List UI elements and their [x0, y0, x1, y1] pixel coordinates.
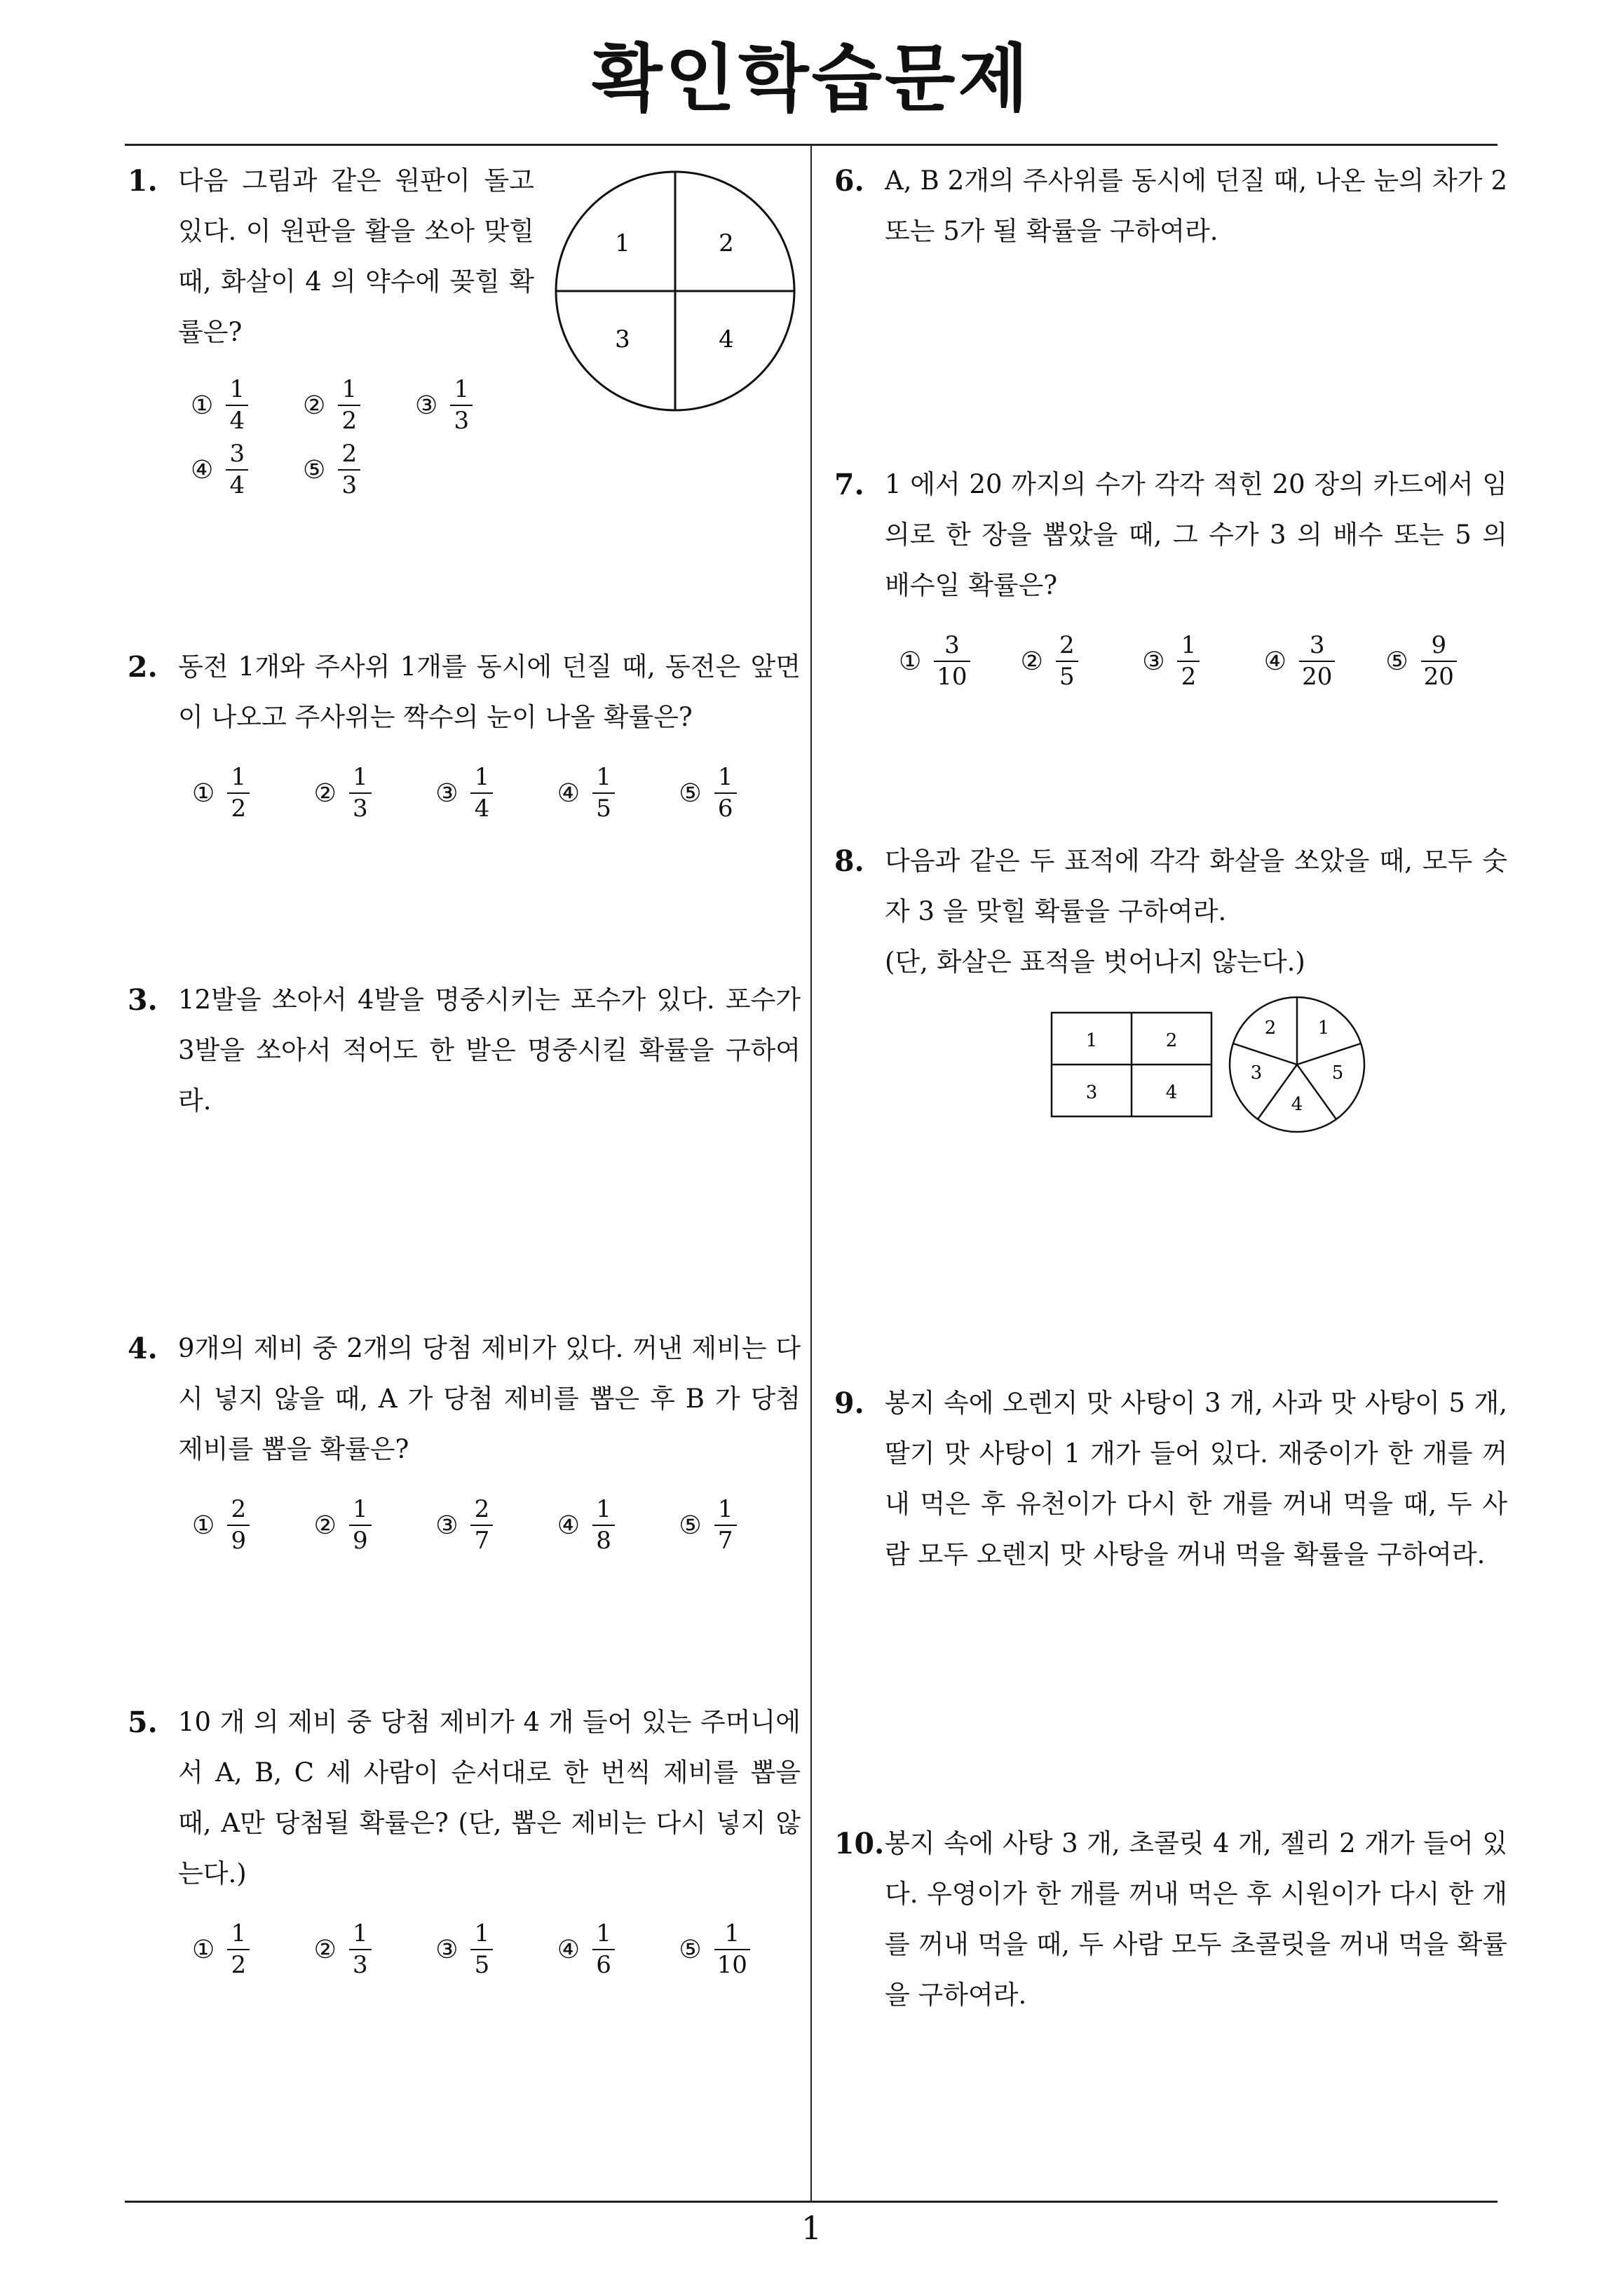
- question-8: [834, 836, 1507, 987]
- question-5: [128, 1697, 801, 1979]
- choices-group: [192, 1920, 801, 1979]
- question-number: 9.: [834, 1386, 864, 1420]
- question-number: 10.: [834, 1827, 885, 1861]
- question-number: 1.: [128, 164, 158, 198]
- choice-4: ④ $\frac{3}{4}$: [191, 440, 303, 499]
- choices-group: [192, 764, 801, 823]
- question-text: 9개의 제비 중 2개의 당첨 제비가 있다. 꺼낸 제비는 다시 넣지 않을 때, A 가 당첨 제비를 뽑은 후 B 가 당첨 제비를 뽑을 확률은?: [178, 1333, 801, 1464]
- spinner-disc-figure: [552, 168, 798, 414]
- page-title: 확인학습문제: [592, 36, 1031, 121]
- disc-label-3: 3: [615, 325, 630, 353]
- choice-3: ③ $\frac{1}{4}$: [435, 764, 557, 823]
- question-number: 4.: [128, 1332, 158, 1365]
- choice-3: ③ $\frac{1}{5}$: [435, 1920, 557, 1979]
- choice-2: ② $\frac{1}{3}$: [314, 1920, 436, 1979]
- choice-1: ① $\frac{3}{10}$: [899, 632, 1021, 691]
- question-number: 8.: [834, 844, 864, 878]
- square-label-4: 4: [1165, 1082, 1178, 1103]
- choice-5: ⑤ $\frac{9}{20}$: [1385, 632, 1507, 691]
- choice-1: ① $\frac{2}{9}$: [192, 1496, 314, 1555]
- square-label-2: 2: [1165, 1030, 1178, 1051]
- choice-1: ① $\frac{1}{2}$: [192, 1920, 314, 1979]
- choice-5: ⑤ $\frac{1}{7}$: [679, 1496, 801, 1555]
- choice-1: ① $\frac{1}{2}$: [192, 764, 314, 823]
- choice-4: ④ $\frac{1}{5}$: [557, 764, 679, 823]
- question-7: [834, 459, 1507, 691]
- choices-group: [192, 1496, 801, 1555]
- pie-target-figure: [1227, 994, 1367, 1135]
- question-text: 10 개 의 제비 중 당첨 제비가 4 개 들어 있는 주머니에서 A, B, C 세 사람이 순서대로 한 번씩 제비를 뽑을 때, A만 당첨될 확률은? (단, 뽑은 제비는 다시 넣지 않는다.): [178, 1707, 801, 1889]
- disc-label-4: 4: [719, 325, 734, 353]
- question-text: 12발을 쏘아서 4발을 명중시키는 포수가 있다. 포수가 3발을 쏘아서 적어도 한 발은 명중시킬 확률을 구하여라.: [178, 985, 801, 1116]
- question-9: [834, 1378, 1507, 1580]
- column-divider: [810, 144, 812, 2202]
- pie-label-3: 3: [1250, 1062, 1263, 1083]
- choice-4: ④ $\frac{1}{8}$: [557, 1496, 679, 1555]
- choice-2: ② $\frac{2}{5}$: [1021, 632, 1143, 691]
- choices-group: [899, 632, 1507, 691]
- question-text: 봉지 속에 사탕 3 개, 초콜릿 4 개, 젤리 2 개가 들어 있다. 우영이가 한 개를 꺼내 먹은 후 시원이가 다시 한 개를 꺼내 먹을 때, 두 사람 모두 초콜릿을 꺼내 먹을 확률을 구하여라.: [885, 1828, 1507, 2010]
- choices-group: [191, 376, 534, 499]
- choice-3: ③ $\frac{1}{2}$: [1142, 632, 1264, 691]
- question-1: [128, 156, 534, 499]
- square-label-1: 1: [1085, 1030, 1098, 1051]
- choice-5: ⑤ $\frac{1}{6}$: [679, 764, 801, 823]
- bottom-rule: [125, 2201, 1498, 2203]
- choice-4: ④ $\frac{3}{20}$: [1264, 632, 1386, 691]
- disc-label-2: 2: [719, 229, 734, 257]
- page-number: 1: [801, 2209, 822, 2247]
- question-4: [128, 1323, 801, 1555]
- choice-4: ④ $\frac{1}{6}$: [557, 1920, 679, 1979]
- choice-3: ③ $\frac{1}{3}$: [415, 376, 527, 435]
- question-number: 7.: [834, 468, 864, 501]
- choice-2: ② $\frac{1}{9}$: [314, 1496, 436, 1555]
- choice-5: ⑤ $\frac{2}{3}$: [303, 440, 415, 499]
- question-text: 봉지 속에 오렌지 맛 사탕이 3 개, 사과 맛 사탕이 5 개, 딸기 맛 사탕이 1 개가 들어 있다. 재중이가 한 개를 꺼내 먹은 후 유천이가 다시 한 개를 꺼내 먹을 때, 두 사람 모두 오렌지 맛 사탕을 꺼내 먹을 확률을 구하여라.: [885, 1388, 1507, 1569]
- question-2: [128, 642, 801, 823]
- choice-2: ② $\frac{1}{2}$: [303, 376, 415, 435]
- question-text: A, B 2개의 주사위를 동시에 던질 때, 나온 눈의 차가 2 또는 5가 될 확률을 구하여라.: [885, 166, 1507, 246]
- pie-label-1: 1: [1317, 1018, 1330, 1039]
- question-3: [128, 975, 801, 1126]
- question-number: 3.: [128, 983, 158, 1017]
- square-label-3: 3: [1085, 1082, 1098, 1103]
- disc-label-1: 1: [615, 229, 630, 257]
- choice-1: ① $\frac{1}{4}$: [191, 376, 303, 435]
- question-number: 5.: [128, 1706, 158, 1739]
- pie-label-4: 4: [1291, 1094, 1303, 1115]
- question-note: (단, 화살은 표적을 벗어나지 않는다.): [885, 947, 1305, 977]
- pie-label-5: 5: [1331, 1062, 1344, 1083]
- choice-5: ⑤ $\frac{1}{10}$: [679, 1920, 801, 1979]
- question-text: 다음 그림과 같은 원판이 돌고 있다. 이 원판을 활을 쏘아 맞힐 때, 화살이 4 의 약수에 꽂힐 확률은?: [178, 166, 534, 347]
- choice-2: ② $\frac{1}{3}$: [314, 764, 436, 823]
- question-6: [834, 156, 1507, 257]
- question-text: 다음과 같은 두 표적에 각각 화살을 쏘았을 때, 모두 숫자 3 을 맞힐 확률을 구하여라.: [885, 846, 1507, 926]
- square-target-figure: [1050, 1011, 1213, 1118]
- question-number: 6.: [834, 164, 864, 198]
- question-number: 2.: [128, 650, 158, 684]
- question-text: 동전 1개와 주사위 1개를 동시에 던질 때, 동전은 앞면이 나오고 주사위는 짝수의 눈이 나올 확률은?: [178, 651, 801, 732]
- pie-label-2: 2: [1264, 1018, 1277, 1039]
- choice-3: ③ $\frac{2}{7}$: [435, 1496, 557, 1555]
- question-text: 1 에서 20 까지의 수가 각각 적힌 20 장의 카드에서 임의로 한 장을 뽑았을 때, 그 수가 3 의 배수 또는 5 의 배수일 확률은?: [885, 469, 1507, 600]
- question-10: [834, 1818, 1507, 2020]
